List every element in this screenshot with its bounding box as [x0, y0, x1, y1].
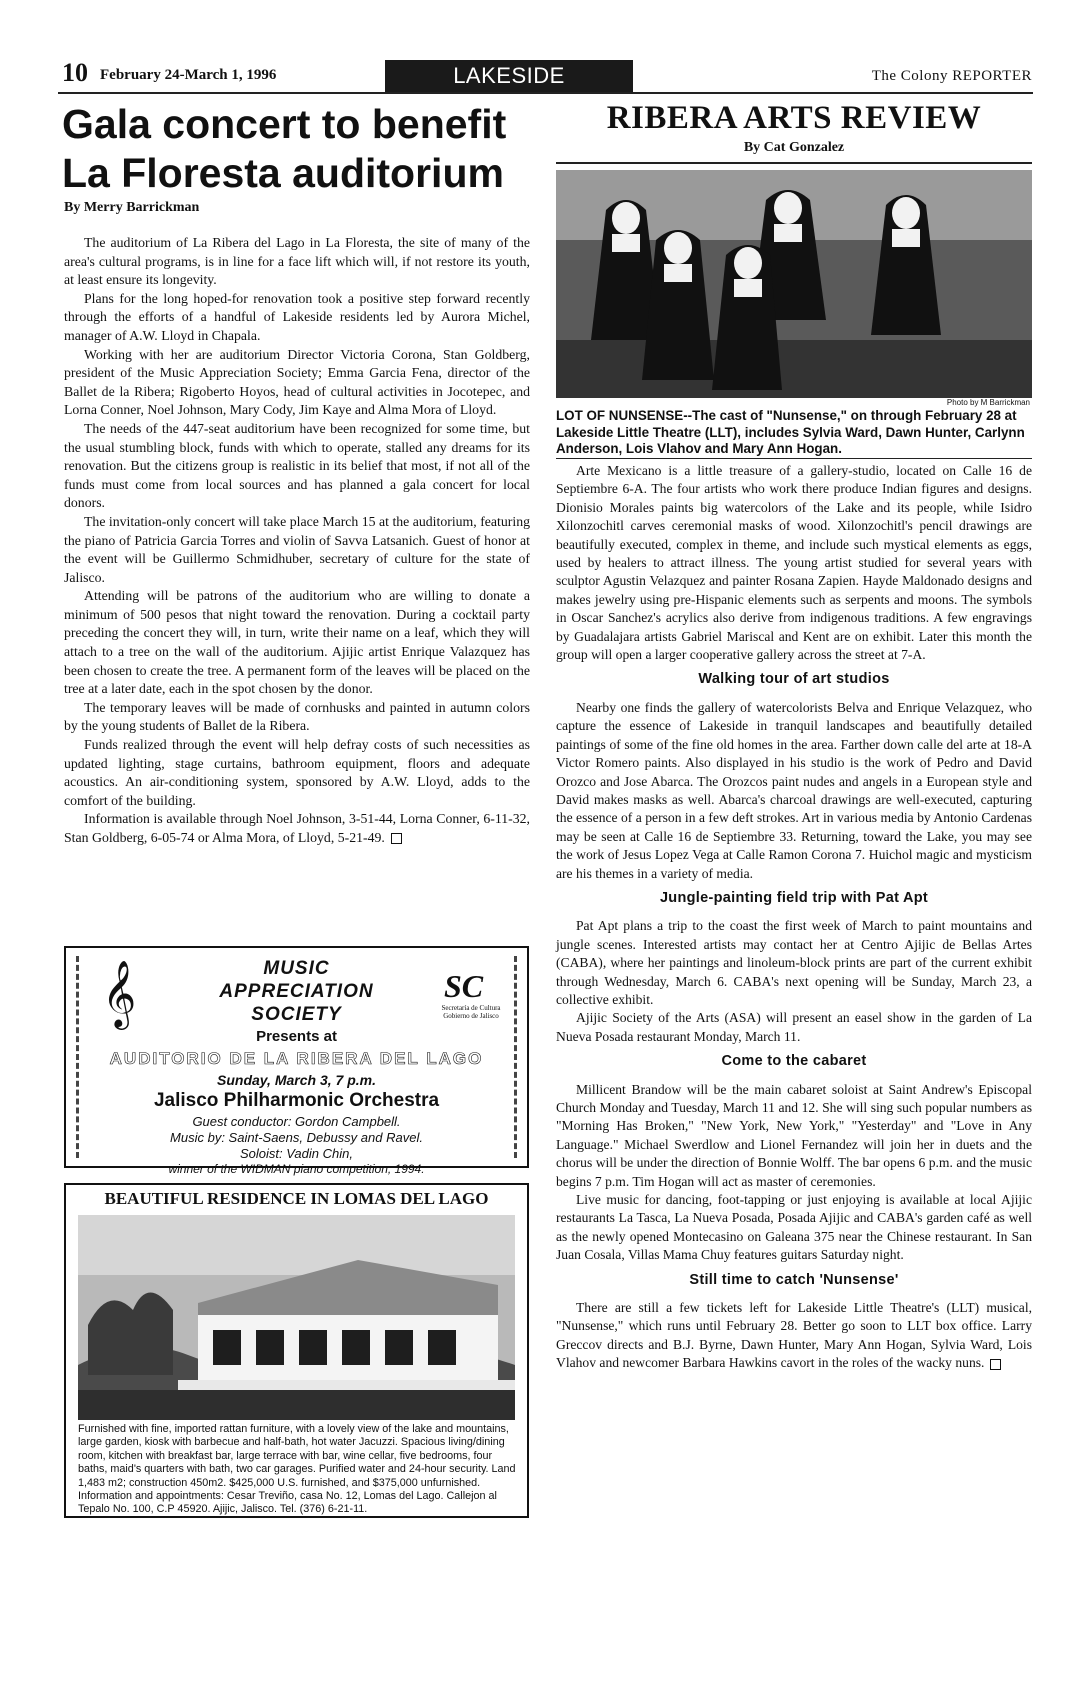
- residence-description: Furnished with fine, imported rattan furniture, with a lovely view of the lake and mountains, large garden, kiosk with barbecue and half-bath, hot water Jacuzzi. Spacious living/dining room, kitchen with breakfast bar, large terrace with bar, wine cellar, five bedrooms, four baths, maid's quarters with bath, two car garages. Purified water and 24-hour security. Land 1,483 m2; construction 450m2. $425,000 U.S. furnished, and $375,000 unfurnished. Information and appointments: Cesar Treviño, casa No. 12, Lomas del Lago. Callejon al Tepalo No. 100, C.P 45920. Ajijic, Jalisco. Tel. (376) 6-21-11.: [78, 1423, 516, 1516]
- page-number: 10: [62, 58, 88, 87]
- article-body: [64, 234, 530, 848]
- article-headline: [62, 100, 532, 198]
- nunsense-paragraph: There are still a few tickets left for Lakeside Little Theatre's (LLT) musical, "Nunsense," which runs until February 28. Better go soon to LLT box office. Larry Greccov directs and B.J. Byrne, Dawn Hunter, Mary Ann Hogan, Sylvia Ward, Lois Vlahov and newcomer Barbara Hawkins cavort in the roles of the wacky nuns.: [556, 1300, 1032, 1371]
- headline-line-1: Gala concert to benefit: [62, 101, 507, 147]
- section-banner: LAKESIDE: [385, 60, 633, 92]
- newspaper-name: The Colony REPORTER: [871, 68, 1032, 84]
- ad-orchestra: Jalisco Philharmonic Orchestra: [153, 1090, 440, 1111]
- article-paragraph: Attending will be patrons of the auditorium who are willing to donate a minimum of 500 pesos that night toward the renovation. During a cocktail party preceding the concert they will, in turn, write their name on a leaf, which they will attach to a tree on the wall of the auditorium. Ajijic artist Enrique Valazquez has been chosen to create the tree. A permanent form of the leaves will be placed on the tree at a later date, each in the spot chosen by the donor.: [64, 588, 530, 697]
- end-mark-icon: [391, 833, 402, 844]
- sc-logo: SC: [444, 968, 484, 1004]
- issue-date: February 24-March 1, 1996: [100, 67, 277, 83]
- subhead-cabaret: Come to the cabaret: [721, 1053, 867, 1070]
- article-byline: By Merry Barrickman: [64, 200, 200, 215]
- residence-ad-title: BEAUTIFUL RESIDENCE IN LOMAS DEL LAGO: [104, 1189, 489, 1208]
- article-paragraph-text: Information is available through Noel Johnson, 3-51-44, Lorna Conner, 6-11-32, Stan Goldberg, 6-05-74 or Alma Mora, of Lloyd, 5-21-49.: [64, 811, 530, 845]
- ad-winner: winner of the WIDMAN piano competition, 1994.: [168, 1162, 425, 1176]
- residence-photo: [78, 1215, 515, 1420]
- headline-line-2: La Floresta auditorium: [62, 150, 504, 196]
- cabaret-paragraph-2: Live music for dancing, foot-tapping or just enjoying is available at local Ajijic restaurants La Tasca, La Nueva Posada, Posada Ajijic and CABA's garden café as well as the newly opened Montecasino on Galeana 375 near the Chinese restaurant. In San Juan Cosala, Villas Mama Chuy features guitars Saturday night.: [556, 1192, 1032, 1263]
- ad-music-by: Music by: Saint-Saens, Debussy and Ravel.: [170, 1130, 423, 1145]
- music-society-ad: [64, 946, 529, 1176]
- article-paragraph: Funds realized through the event will help defray costs of such necessities as updated lighting, stage curtains, bathroom equipment, floors and adequate acoustics. An air-conditioning system, sponsored by A.W. Lloyd, adds to the comfort of the building.: [64, 737, 530, 808]
- jungle-paragraph-1: Pat Apt plans a trip to the coast the first week of March to paint mountains and jungle scenes. Interested artists may contact her at Centro Ajijic de Bellas Artes (CABA), where her paintings and linoleum-block prints are part of the current exhibit through Wednesday, March 6. CABA's next opening will be Sunday, March 23, a collective exhibit.: [556, 918, 1032, 1007]
- subhead-walking-tour: Walking tour of art studios: [698, 671, 890, 688]
- caption-rule: [556, 458, 1032, 459]
- article-paragraph: The invitation-only concert will take place March 15 at the auditorium, featuring the piano of Patricia Garcia Torres and violin of Savva Latsanich. Guest of honor at the event will be Guillermo Schmidhuber, secretary of culture for the state of Jalisco.: [64, 513, 530, 585]
- arts-review-byline: By Cat Gonzalez: [743, 140, 845, 155]
- header-rule: [58, 92, 1033, 94]
- article-paragraph: The needs of the 447-seat auditorium have been recognized for some time, but the usual stumbling block, funds with which to operate, stalled any dreams for its renovation. But the citizens group is realistic in its belief that most, if not all of the funds must come from local sources and has planned a gala concert for local donors.: [64, 420, 530, 511]
- ad-conductor: Guest conductor: Gordon Campbell.: [192, 1114, 401, 1129]
- walking-tour-paragraph: Nearby one finds the gallery of watercolorists Belva and Enrique Velazquez, who capture the essence of Lakeside in tranquil landscapes and beautifully detailed paintings of some of the fine old homes in the area. Farther down calle del arte at 18-A Victor Romero paints. Also displayed in his studio is the work of Pedro and David Orozco and Jose Abarca. The Orozcos paint nudes and angels in a European style and David makes masks as well. Abarca's charcoal drawings are well-executed, capturing the essence of a person in a few deft strokes. Art in various media by Antonio Cardenas may be seen at Calle 16 de Septiembre 33. Returning, toward the Lake, you may see the work of Jesus Lopez Vega at Calle Ramon Corona 7. Huichol magic and mysticism are his themes in a variety of media.: [556, 699, 1032, 881]
- ad-appreciation-line: APPRECIATION: [219, 981, 374, 1002]
- end-mark-icon: [990, 1359, 1001, 1370]
- arts-review-rule: [556, 162, 1032, 164]
- cabaret-paragraph-1: Millicent Brandow will be the main cabaret soloist at Saint Andrew's Episcopal Church Monday and Tuesday, March 11 and 12. She will sing such popular numbers as "Morning Has Broken," "New York, New York," "Yesterday" and "Love in Any Language." Michael Swerdlow and Lionel Fernandez will join her in duets and the chorus will be under the direction of Bonnie Wolff. The bar opens 6 p.m. and the music begins 7 p.m. Tim Hogan will act as master of ceremonies.: [556, 1081, 1032, 1189]
- nunsense-cast-photo: [556, 170, 1032, 398]
- article-paragraph-last: [64, 810, 530, 847]
- ad-soloist: Soloist: Vadin Chin,: [240, 1146, 353, 1161]
- article-paragraph: The auditorium of La Ribera del Lago in La Floresta, the site of many of the area's cultural programs, is in line for a face lift which will, if not restore its youth, at least ensure its longevity.: [64, 235, 530, 288]
- treble-clef-icon: 𝄞: [102, 961, 137, 1026]
- jungle-paragraph-2: Ajijic Society of the Arts (ASA) will present an easel show in the garden of La Nueva Posada restaurant Monday, March 11.: [556, 1010, 1032, 1044]
- subhead-nunsense: Still time to catch 'Nunsense': [689, 1271, 899, 1288]
- article-paragraph: The temporary leaves will be made of cornhusks and painted in autumn colors by the young students of Ballet de la Ribera.: [64, 699, 530, 734]
- ad-society-line: SOCIETY: [251, 1004, 342, 1025]
- arts-intro-paragraph: Arte Mexicano is a little treasure of a gallery-studio, located on Calle 16 de Septiembre 6-A. The four artists who work there produce Indian figures and designs. Dionisio Morales paints big watercolors of the Lake and its people, while Isidro Xilonzochitl carves ceremonial masks of wood. Xilonzochitl's pencil drawings are beautifully executed, complex in theme, and include such mystical elements as eggs, used by healers to attract illness. The young artist studied for several years with sculptor Agustin Velazquez and painter Rosana Zapien. Hayde Maldonado designs and makes jewelry using pre-Hispanic elements such as serpents and moons. The symbols in Oscar Sanchez's acrylics also derive from indigenous traditions. A few engravings by Guadalajara artists Gabriel Mariscal and Kent are on exhibit. Later this month the group will open a larger cooperative gallery across the street at 7-A.: [556, 463, 1032, 663]
- photo-caption: LOT OF NUNSENSE--The cast of "Nunsense," on through February 28 at Lakeside Little Theatre (LLT), includes Sylvia Ward, Dawn Hunter, Carlynn Anderson, Lois Vlahov and Mary Ann Hogan.: [556, 408, 1025, 456]
- article-paragraph: Plans for the long hoped-for renovation took a positive step forward recently through the efforts of a handful of Lakeside residents led by Aurora Michel, manager of A.W. Lloyd in Chapala.: [64, 290, 530, 343]
- ad-date: Sunday, March 3, 7 p.m.: [217, 1072, 376, 1088]
- photo-credit: Photo by M Barrickman: [946, 398, 1030, 407]
- arts-review-body: [556, 462, 1032, 1373]
- ad-presents: Presents at: [256, 1028, 337, 1045]
- residence-ad: [64, 1183, 529, 1518]
- arts-review-title: RIBERA ARTS REVIEW: [606, 100, 982, 136]
- article-paragraph: Working with her are auditorium Director Victoria Corona, Stan Goldberg, president of the Music Appreciation Society; Emma Garcia Fena, director of the Ballet de la Ribera; Rigoberto Hoyos, head of cultural activities in Jocotepec, and Lorna Conner, Noel Johnson, Mary Cody, Jim Kaye and Alma Mora of Lloyd.: [64, 346, 530, 418]
- ad-music-line: MUSIC: [263, 958, 330, 979]
- nunsense-paragraph-wrap: [556, 1299, 1032, 1373]
- subhead-jungle-painting: Jungle-painting field trip with Pat Apt: [659, 889, 929, 906]
- sc-logo-text: Secretaría de Cultura Gobierno de Jalisco: [441, 1004, 501, 1020]
- ad-venue: AUDITORIO DE LA RIBERA DEL LAGO: [109, 1049, 484, 1068]
